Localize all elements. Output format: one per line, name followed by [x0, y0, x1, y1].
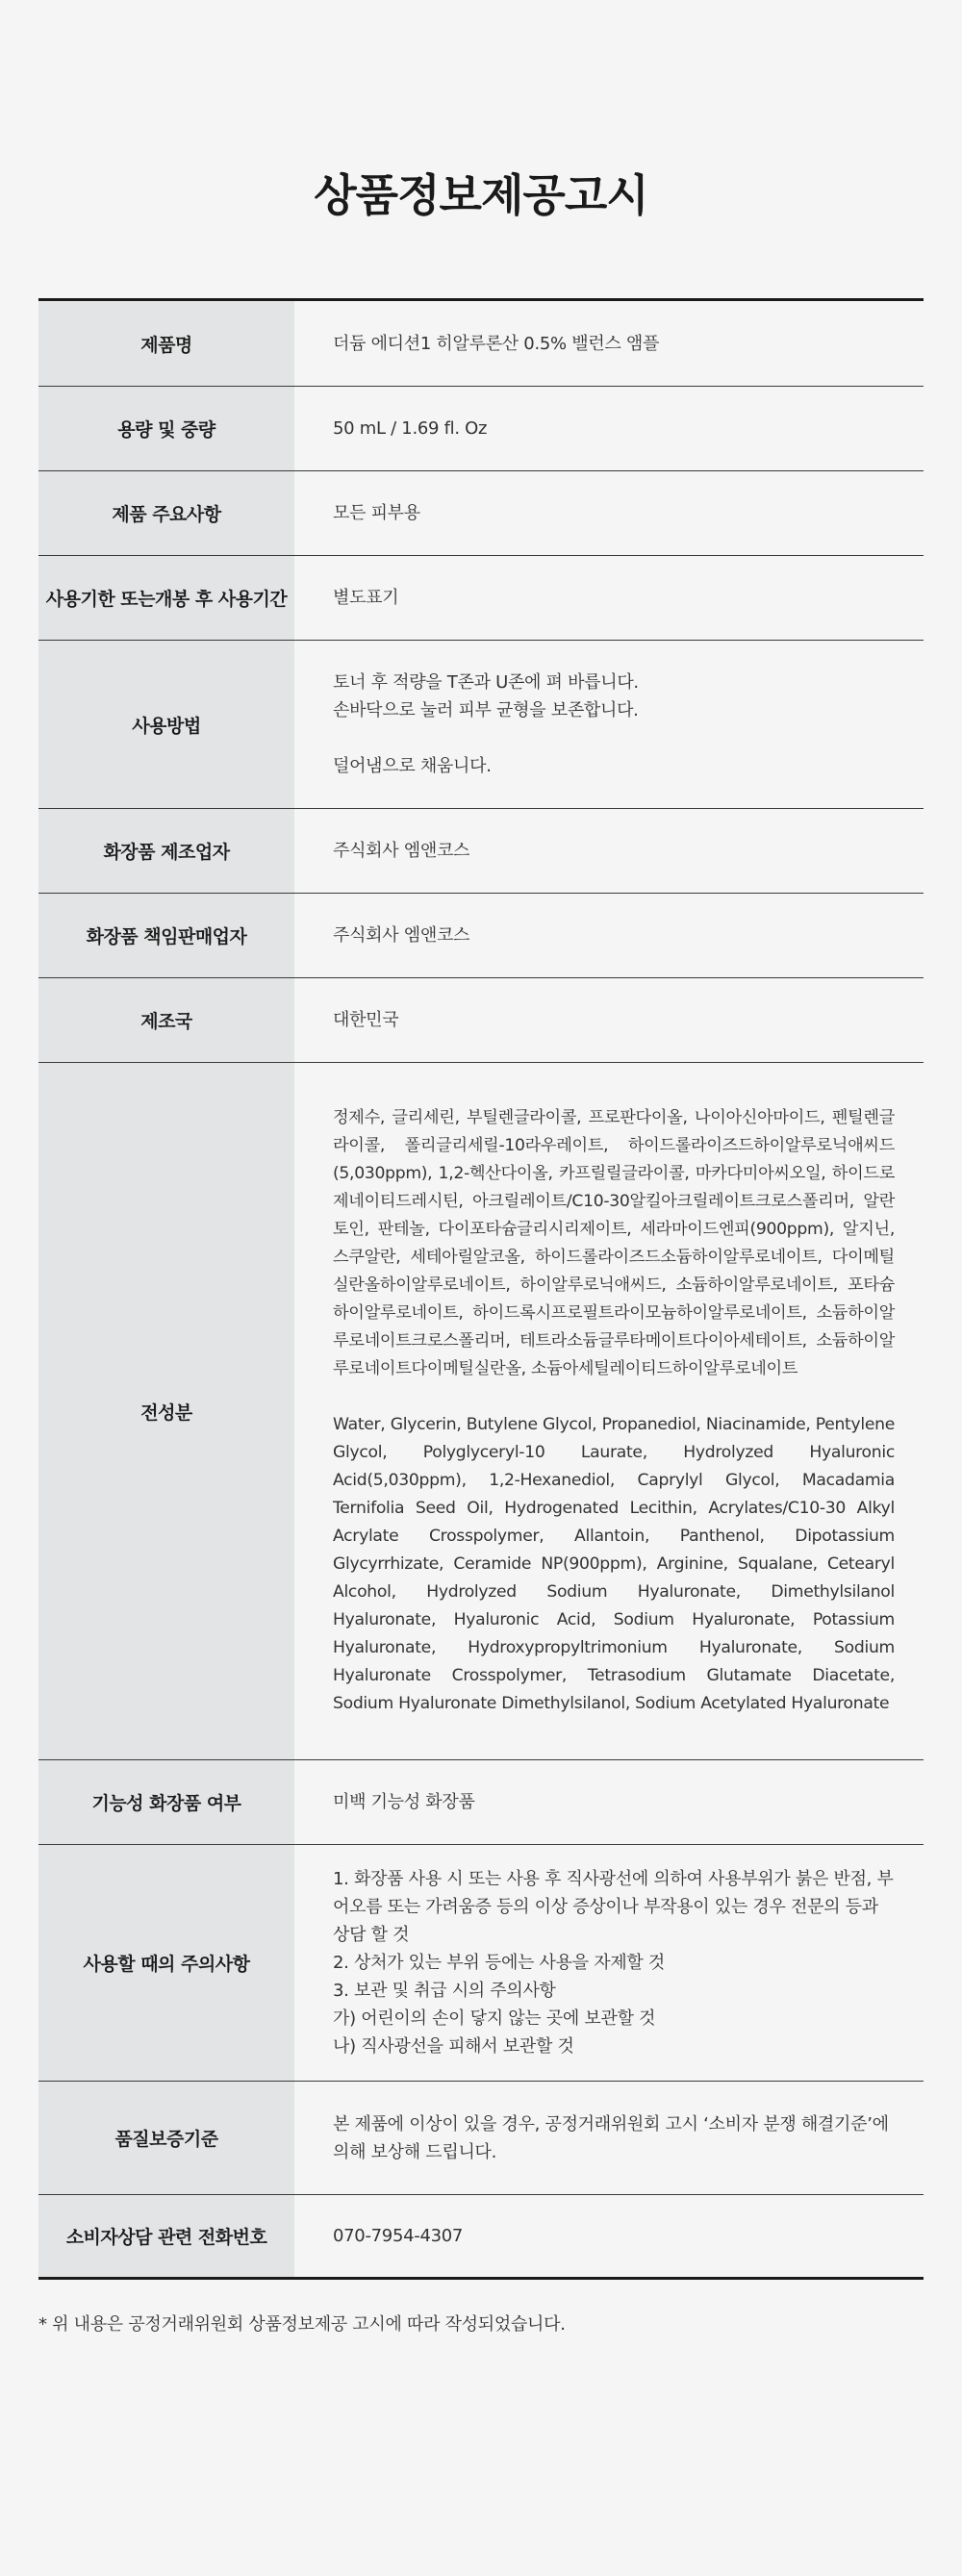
row-value — [294, 2195, 924, 2277]
value-line: 대한민국 — [333, 1010, 399, 1030]
table-row — [38, 470, 924, 555]
value-line: 3. 보관 및 취급 시의 주의사항 — [333, 1981, 556, 2001]
row-value — [294, 301, 924, 386]
row-label: 기능성 화장품 여부 — [38, 1760, 294, 1844]
table-row — [38, 2194, 924, 2277]
row-label: 사용기한 또는개봉 후 사용기간 — [38, 556, 294, 640]
row-value — [294, 471, 924, 555]
row-label: 사용할 때의 주의사항 — [38, 1845, 294, 2081]
table-row — [38, 1844, 924, 2081]
row-value — [294, 978, 924, 1062]
table-row — [38, 893, 924, 977]
row-value — [294, 1845, 924, 2081]
value-line: 가) 어린이의 손이 닿지 않는 곳에 보관할 것 — [333, 2008, 656, 2029]
value-line: 1. 화장품 사용 시 또는 사용 후 직사광선에 의하여 사용부위가 붉은 반점, 부어오름 또는 가려움증 등의 이상 증상이나 부작용이 있는 경우 전문의 등과 상담 할 것 — [333, 1869, 894, 1945]
row-label: 용량 및 중량 — [38, 387, 294, 470]
row-value — [294, 556, 924, 640]
table-row — [38, 977, 924, 1062]
row-value — [294, 809, 924, 893]
value-line: 손바닥으로 눌러 피부 균형을 보존합니다. — [333, 700, 639, 720]
ingredients-korean: 정제수, 글리세린, 부틸렌글라이콜, 프로판다이올, 나이아신아마이드, 펜틸렌글라이콜, 폴리글리세릴-10라우레이트, 하이드롤라이즈드하이알루로닉애씨드(5,030ppm), 1,2-헥산다이올, 카프릴릴글라이콜, 마카다미아씨오일, 하이드로제네이티드레시틴, 아크릴레이트/C10-30알킬아크릴레이트크로스폴리머, 알란토인, 판테놀, 다이포타슘글리시리제이트, 세라마이드엔피(900ppm), 알지닌, 스쿠알란, 세테아릴알코올, 하이드롤라이즈드소듐하이알루로네이트, 다이메틸실란올하이알루로네이트, 하이알루로닉애씨드, 소듐하이알루로네이트, 포타슘하이알루로네이트, 하이드록시프로필트라이모늄하이알루로네이트, 소듐하이알루로네이트크로스폴리머, 테트라소듐글루타메이트다이아세테이트, 소듐하이알루로네이트다이메틸실란올, 소듐아세틸레이티드하이알루로네이트 — [333, 1108, 895, 1378]
product-info-table — [38, 298, 924, 2280]
row-label: 전성분 — [38, 1063, 294, 1759]
row-label: 제품 주요사항 — [38, 471, 294, 555]
row-value — [294, 641, 924, 808]
footnote: * 위 내용은 공정거래위원회 상품정보제공 고시에 따라 작성되었습니다. — [38, 2314, 566, 2335]
row-label: 사용방법 — [38, 641, 294, 808]
page-title: 상품정보제공고시 — [314, 169, 648, 221]
table-row — [38, 386, 924, 470]
row-label: 제조국 — [38, 978, 294, 1062]
value-line: 토너 후 적량을 T존과 U존에 펴 바릅니다. — [333, 672, 639, 693]
table-row — [38, 808, 924, 893]
row-value — [294, 387, 924, 470]
row-value — [294, 894, 924, 977]
value-line: 주식회사 엠앤코스 — [333, 841, 470, 861]
value-line: 별도표기 — [333, 588, 399, 608]
value-line: 모든 피부용 — [333, 503, 420, 523]
value-line: 나) 직사광선을 피해서 보관할 것 — [333, 2036, 574, 2057]
row-value — [294, 1063, 924, 1759]
value-line: 미백 기능성 화장품 — [333, 1792, 475, 1812]
row-value — [294, 1760, 924, 1844]
row-label: 품질보증기준 — [38, 2082, 294, 2194]
value-line: 주식회사 엠앤코스 — [333, 925, 470, 946]
value-line: 더듐 에디션1 히알루론산 0.5% 밸런스 앰플 — [333, 333, 660, 354]
table-row — [38, 1062, 924, 1759]
table-row — [38, 640, 924, 808]
ingredients-english: Water, Glycerin, Butylene Glycol, Propanediol, Niacinamide, Pentylene Glycol, Polyglyceryl-10 Laurate, Hydrolyzed Hyaluronic Acid(5,030ppm), 1,2-Hexanediol, Caprylyl Glycol, Macadamia Ternifolia Seed Oil, Hydrogenated Lecithin, Acrylates/C10-30 Alkyl Acrylate Crosspolymer, Allantoin, Panthenol, Dipotassium Glycyrrhizate, Ceramide NP(900ppm), Arginine, Squalane, Cetearyl Alcohol, Hydrolyzed Sodium Hyaluronate, Dimethylsilanol Hyaluronate, Hyaluronic Acid, Sodium Hyaluronate, Potassium Hyaluronate, Hydroxypropyltrimonium Hyaluronate, Sodium Hyaluronate Crosspolymer, Tetrasodium Glutamate Diacetate, Sodium Hyaluronate Dimethylsilanol, Sodium Acetylated Hyaluronate — [333, 1415, 895, 1713]
table-row — [38, 555, 924, 640]
table-row — [38, 301, 924, 386]
row-label: 소비자상담 관련 전화번호 — [38, 2195, 294, 2277]
table-row — [38, 2081, 924, 2194]
value-line: 덜어냄으로 채움니다. — [333, 756, 492, 776]
row-label: 화장품 책임판매업자 — [38, 894, 294, 977]
row-label: 제품명 — [38, 301, 294, 386]
value-line: 본 제품에 이상이 있을 경우, 공정거래위원회 고시 ‘소비자 분쟁 해결기준’에 의해 보상해 드립니다. — [333, 2113, 889, 2162]
table-row — [38, 1759, 924, 1844]
value-line: 070-7954-4307 — [333, 2226, 464, 2246]
value-line: 50 mL / 1.69 fl. Oz — [333, 418, 488, 439]
value-line: 2. 상처가 있는 부위 등에는 사용을 자제할 것 — [333, 1953, 666, 1973]
row-value — [294, 2082, 924, 2194]
row-label: 화장품 제조업자 — [38, 809, 294, 893]
